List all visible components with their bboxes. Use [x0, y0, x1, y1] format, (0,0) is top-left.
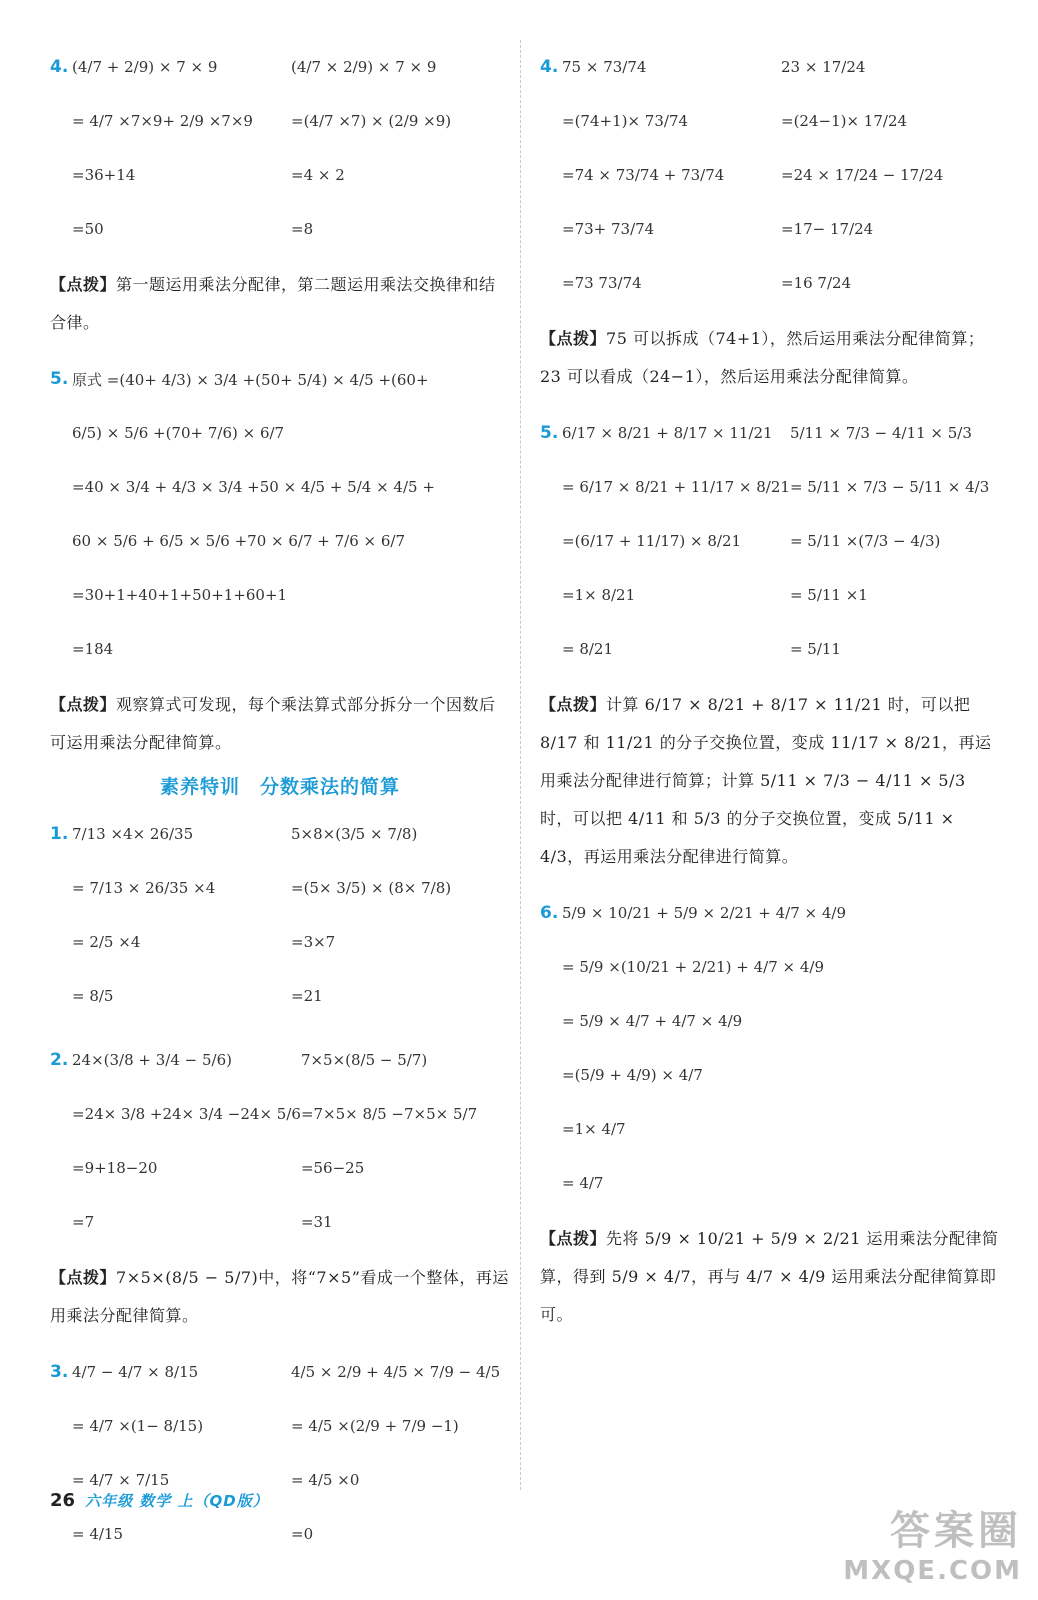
math-line: =8 — [291, 220, 314, 238]
math-line: =(24−1)× 17/24 — [781, 112, 908, 130]
math-line: 6/17 × 8/21 + 8/17 × 11/21 — [562, 424, 773, 442]
hint-block — [540, 1220, 1000, 1334]
sub-problem-a — [562, 406, 790, 676]
hint-text: 第一题运用乘法分配律，第二题运用乘法交换律和结合律。 — [50, 275, 496, 332]
hint-tag: 【点拨】 — [50, 275, 117, 294]
sub-problem-a — [72, 1033, 301, 1249]
problem-number: 4. — [50, 57, 69, 77]
math-line: =(6/17 + 11/17) × 8/21 — [562, 532, 742, 550]
question-4-right — [540, 40, 1000, 310]
math-line: 5×8×(3/5 × 7/8) — [291, 825, 418, 843]
math-line: = 8/5 — [72, 987, 114, 1005]
math-line: =56−25 — [300, 1159, 365, 1177]
sub-problem-b — [781, 40, 1000, 310]
section-title: 素养特训 分数乘法的简算 — [159, 776, 400, 798]
math-line: =9+18−20 — [72, 1159, 158, 1177]
math-line: 7×5×(8/5 − 5/7) — [300, 1051, 428, 1069]
hint-text: 7×5×(8/5 − 5/7)中，将“7×5”看成一个整体，再运用乘法分配律简算。 — [50, 1268, 509, 1325]
math-line: =(4/7 ×7) × (2/9 ×9) — [291, 112, 452, 130]
math-line: = 4/7 ×(1− 8/15) — [72, 1417, 204, 1435]
math-line: 7/13 ×4× 26/35 — [72, 825, 194, 843]
math-line: =184 — [72, 640, 114, 658]
math-line: =40 × 3/4 + 4/3 × 3/4 +50 × 4/5 + 5/4 × 4/5 + — [72, 478, 435, 496]
math-line: 5/9 × 10/21 + 5/9 × 2/21 + 4/7 × 4/9 — [562, 904, 846, 922]
hint-block — [50, 266, 510, 342]
problem-number: 4. — [540, 57, 559, 77]
problem-5-left — [50, 352, 510, 676]
math-line: =1× 8/21 — [562, 586, 636, 604]
math-line: 4/5 × 2/9 + 4/5 × 7/9 − 4/5 — [291, 1363, 501, 1381]
math-line: =1× 4/7 — [562, 1120, 626, 1138]
page-number: 26 — [50, 1490, 76, 1511]
hint-text: 75 可以拆成（74+1），然后运用乘法分配律简算；23 可以看成（24−1），然后运用乘法分配律简算。 — [540, 329, 985, 386]
sub-problem-a — [72, 807, 291, 1023]
problem-number: 3. — [50, 1362, 69, 1382]
watermark-line2: MXQE.COM — [843, 1556, 1022, 1586]
math-line: = 5/11 ×1 — [789, 586, 868, 604]
math-line: = 5/9 × 4/7 + 4/7 × 4/9 — [562, 1012, 743, 1030]
math-line: = 2/5 ×4 — [72, 933, 141, 951]
math-line: = 4/7 ×7×9+ 2/9 ×7×9 — [72, 112, 253, 130]
math-line: =(5× 3/5) × (8× 7/8) — [291, 879, 452, 897]
hint-text: 计算 6/17 × 8/21 + 8/17 × 11/21 时，可以把 8/17 和 11/21 的分子交换位置，变成 11/17 × 8/21，再运用乘法分配律进行简算；计算 5/11 × 7/3 − 4/11 × 5/3 时，可以把 4/11 和 5/3 的分子交换位置，变成 5/11 × 4/3，再运用乘法分配律进行简算。 — [540, 695, 992, 866]
hint-tag: 【点拨】 — [540, 329, 607, 348]
math-line: = 4/5 ×0 — [291, 1471, 360, 1489]
problem-number: 1. — [50, 824, 69, 844]
watermark-logo — [843, 1499, 1022, 1586]
math-line: =16 7/24 — [781, 274, 852, 292]
math-line: = 5/11 × 7/3 − 5/11 × 4/3 — [789, 478, 990, 496]
sub-problem-b — [790, 406, 1000, 676]
page-footer — [50, 1490, 269, 1511]
sub-problem-b — [291, 807, 510, 1023]
math-line: = 5/9 ×(10/21 + 2/21) + 4/7 × 4/9 — [562, 958, 825, 976]
math-line: = 4/15 — [72, 1525, 124, 1543]
math-line: =73+ 73/74 — [562, 220, 655, 238]
watermark-line1: 答案圈 — [890, 1508, 1022, 1554]
question-3 — [50, 1345, 510, 1561]
math-line: =0 — [291, 1525, 314, 1543]
math-line: =21 — [291, 987, 323, 1005]
math-line: = 6/17 × 8/21 + 11/17 × 8/21 — [562, 478, 790, 496]
math-line: = 5/11 ×(7/3 − 4/3) — [789, 532, 941, 550]
question-2 — [50, 1033, 510, 1249]
math-line: =50 — [72, 220, 104, 238]
problem-4-left — [50, 40, 510, 256]
math-line: =4 × 2 — [291, 166, 345, 184]
math-line: =7×5× 8/5 −7×5× 5/7 — [300, 1105, 478, 1123]
math-line: =74 × 73/74 + 73/74 — [562, 166, 725, 184]
hint-block — [50, 686, 510, 762]
question-5-right — [540, 406, 1000, 676]
book-title: 六年级 数学 上（QD版） — [85, 1492, 269, 1510]
math-line: =36+14 — [72, 166, 136, 184]
math-line: =(74+1)× 73/74 — [562, 112, 689, 130]
math-line: 60 × 5/6 + 6/5 × 5/6 +70 × 6/7 + 7/6 × 6/7 — [72, 532, 405, 550]
math-line: 5/11 × 7/3 − 4/11 × 5/3 — [789, 424, 972, 442]
math-line: 75 × 73/74 — [562, 58, 647, 76]
math-line: (4/7 × 2/9) × 7 × 9 — [291, 58, 437, 76]
hint-block — [540, 320, 1000, 396]
problem-number: 6. — [540, 903, 559, 923]
right-column — [540, 40, 1000, 1344]
math-line: = 4/5 ×(2/9 + 7/9 −1) — [291, 1417, 459, 1435]
problem-number: 5. — [50, 369, 69, 389]
sub-problem-a — [72, 1345, 291, 1561]
question-1 — [50, 807, 510, 1023]
solution-lines — [562, 886, 1000, 1210]
math-line: =30+1+40+1+50+1+60+1 — [72, 586, 288, 604]
hint-block — [50, 1259, 510, 1335]
hint-text: 观察算式可发现，每个乘法算式部分拆分一个因数后可运用乘法分配律简算。 — [50, 695, 496, 752]
math-line: = 5/11 — [789, 640, 841, 658]
column-divider — [520, 40, 521, 1490]
sub-problem-b — [291, 1345, 510, 1561]
hint-tag: 【点拨】 — [50, 695, 117, 714]
math-line: 23 × 17/24 — [781, 58, 866, 76]
hint-tag: 【点拨】 — [540, 1229, 607, 1248]
hint-block — [540, 686, 1000, 876]
problem-number: 2. — [50, 1050, 69, 1070]
math-line: 原式 =(40+ 4/3) × 3/4 +(50+ 5/4) × 4/5 +(60+ — [72, 370, 429, 389]
math-line: =3×7 — [291, 933, 336, 951]
problem-number: 5. — [540, 423, 559, 443]
math-line: =31 — [300, 1213, 333, 1231]
sub-problem-a — [562, 40, 781, 310]
math-line: = 4/7 × 7/15 — [72, 1471, 170, 1489]
hint-tag: 【点拨】 — [50, 1268, 117, 1287]
math-line: 24×(3/8 + 3/4 − 5/6) — [72, 1051, 232, 1069]
math-line: =73 73/74 — [562, 274, 642, 292]
math-line: =7 — [72, 1213, 95, 1231]
math-line: = 7/13 × 26/35 ×4 — [72, 879, 216, 897]
question-6 — [540, 886, 1000, 1210]
math-line: (4/7 + 2/9) × 7 × 9 — [72, 58, 218, 76]
math-line: =24 × 17/24 − 17/24 — [781, 166, 944, 184]
math-line: =17− 17/24 — [781, 220, 874, 238]
sub-problem-a — [72, 40, 291, 256]
math-line: = 4/7 — [562, 1174, 604, 1192]
math-line: 4/7 − 4/7 × 8/15 — [72, 1363, 199, 1381]
math-line: 6/5) × 5/6 +(70+ 7/6) × 6/7 — [72, 424, 285, 442]
solution-lines — [72, 352, 510, 676]
sub-problem-b — [301, 1033, 510, 1249]
hint-text: 先将 5/9 × 10/21 + 5/9 × 2/21 运用乘法分配律简算，得到 5/9 × 4/7，再与 4/7 × 4/9 运用乘法分配律简算即可。 — [540, 1229, 999, 1324]
sub-problem-b — [291, 40, 510, 256]
left-column — [50, 40, 510, 1571]
math-line: =24× 3/8 +24× 3/4 −24× 5/6 — [72, 1105, 301, 1123]
math-line: =(5/9 + 4/9) × 4/7 — [562, 1066, 703, 1084]
hint-tag: 【点拨】 — [540, 695, 607, 714]
math-line: = 8/21 — [562, 640, 614, 658]
